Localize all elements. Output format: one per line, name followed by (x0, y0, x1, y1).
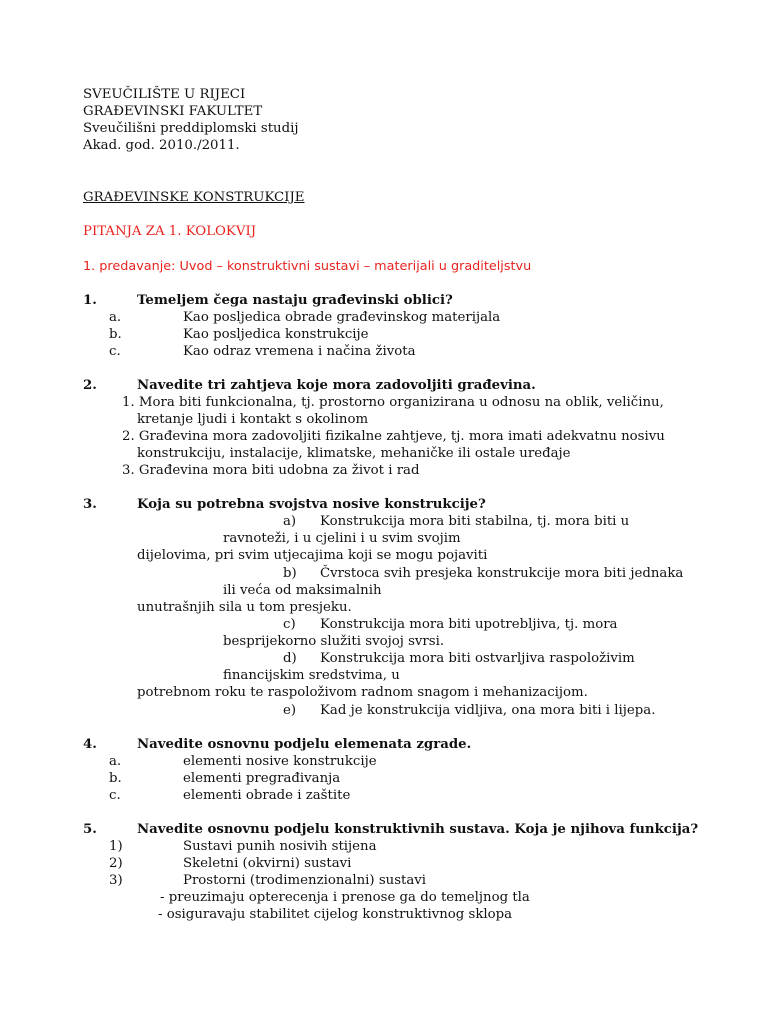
answer-label: 3) (109, 873, 123, 888)
answer-label: b. (109, 771, 122, 786)
question-number: 5. (83, 822, 97, 837)
answer-label: b. (109, 327, 122, 342)
answer-label: c) (283, 617, 296, 632)
function-line: - osiguravaju stabilitet cijelog konstruktivnog sklopa (158, 907, 513, 922)
answer-text: ili veća od maksimalnih (223, 583, 382, 598)
question-text: Navedite tri zahtjeva koje mora zadovoljiti građevina. (137, 378, 536, 393)
answer-label: 2) (109, 856, 123, 871)
answer-text: Konstrukcija mora biti stabilna, tj. mora biti u (320, 514, 630, 529)
answer-text: elementi pregrađivanja (183, 771, 341, 786)
lecture-title: 1. predavanje: Uvod – konstruktivni sustavi – materijali u graditeljstvu (83, 259, 532, 274)
function-line: - preuzimaju opterecenja i prenose ga do temeljnog tla (160, 890, 530, 905)
answer-line: kretanje ljudi i kontakt s okolinom (137, 412, 369, 427)
answer-text: elementi obrade i zaštite (183, 788, 351, 803)
answer-line: 2. Građevina mora zadovoljiti fizikalne zahtjeve, tj. mora imati adekvatnu nosivu (122, 429, 665, 444)
faculty-name: GRAĐEVINSKI FAKULTET (83, 104, 263, 119)
answer-text: potrebnom roku te raspoloživom radnom snagom i mehanizacijom. (137, 685, 588, 700)
question-text: Temeljem čega nastaju građevinski oblici? (137, 293, 453, 308)
study-program: Sveučilišni preddiplomski studij (83, 121, 299, 136)
answer-text: Čvrstoca svih presjeka konstrukcije mora biti jednaka (320, 566, 684, 581)
answer-label: b) (283, 566, 297, 581)
answer-label: e) (283, 703, 297, 718)
question-number: 1. (83, 293, 97, 308)
answer-text: Kao posljedica obrade građevinskog materijala (183, 310, 501, 325)
university-name: SVEUČILIŠTE U RIJECI (83, 87, 246, 102)
answer-text: financijskim sredstvima, u (223, 668, 400, 683)
answer-label: c. (109, 788, 121, 803)
question-text: Navedite osnovnu podjelu konstruktivnih sustava. Koja je njihova funkcija? (137, 822, 699, 837)
question-text: Koja su potrebna svojstva nosive konstrukcije? (137, 497, 486, 512)
answer-text: Konstrukcija mora biti ostvarljiva raspoloživim (320, 651, 635, 666)
answer-label: c. (109, 344, 121, 359)
answer-text: Konstrukcija mora biti upotrebljiva, tj. mora (320, 617, 618, 632)
answer-text: Kad je konstrukcija vidljiva, ona mora biti i lijepa. (320, 703, 656, 718)
answer-label: a. (109, 754, 122, 769)
answer-text: Kao odraz vremena i načina života (183, 344, 416, 359)
answer-label: a. (109, 310, 122, 325)
answer-text: Kao posljedica konstrukcije (183, 327, 369, 342)
answer-text: ravnoteži, i u cjelini i u svim svojim (223, 531, 461, 546)
academic-year: Akad. god. 2010./2011. (83, 138, 240, 153)
answer-text: unutrašnjih sila u tom presjeku. (137, 600, 352, 615)
section-title: PITANJA ZA 1. KOLOKVIJ (83, 224, 257, 239)
answer-line: 3. Građevina mora biti udobna za život i rad (122, 463, 420, 478)
answer-text: elementi nosive konstrukcije (183, 754, 377, 769)
answer-line: konstrukciju, instalacije, klimatske, mehaničke ili ostale uređaje (137, 446, 571, 461)
answer-label: 1) (109, 839, 123, 854)
course-title: GRAĐEVINSKE KONSTRUKCIJE (83, 190, 305, 205)
answer-text: Prostorni (trodimenzionalni) sustavi (183, 873, 427, 888)
answer-text: besprijekorno služiti svojoj svrsi. (223, 634, 445, 649)
answer-text: Skeletni (okvirni) sustavi (183, 856, 352, 871)
answer-line: 1. Mora biti funkcionalna, tj. prostorno organizirana u odnosu na oblik, veličinu, (122, 395, 664, 410)
answer-label: d) (283, 651, 297, 666)
answer-label: a) (283, 514, 297, 529)
question-text: Navedite osnovnu podjelu elemenata zgrade. (137, 737, 472, 752)
question-number: 4. (83, 737, 97, 752)
question-number: 3. (83, 497, 97, 512)
answer-text: dijelovima, pri svim utjecajima koji se mogu pojaviti (137, 548, 488, 563)
question-number: 2. (83, 378, 97, 393)
answer-text: Sustavi punih nosivih stijena (183, 839, 377, 854)
